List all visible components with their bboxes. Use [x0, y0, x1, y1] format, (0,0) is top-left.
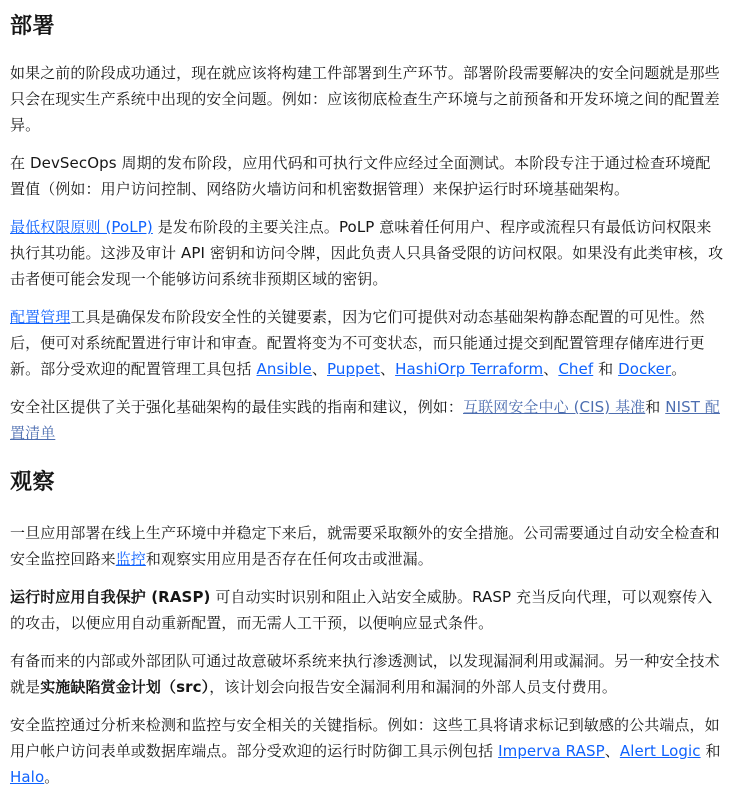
separator: 、 — [604, 742, 620, 760]
sentence-end: 。 — [671, 360, 687, 378]
conjunction: 和 — [700, 742, 721, 760]
docker-link[interactable]: Docker — [618, 360, 672, 378]
nist-checklist-link[interactable]: NIST 配置清单 — [10, 398, 720, 442]
separator: 、 — [380, 360, 396, 378]
imperva-rasp-link[interactable]: Imperva RASP — [498, 742, 605, 760]
config-management-link[interactable]: 配置管理 — [10, 308, 71, 326]
cis-benchmark-link[interactable]: 互联网安全中心 (CIS) 基准 — [463, 398, 646, 416]
conjunction: 和 — [645, 398, 666, 416]
paragraph-rasp — [10, 584, 724, 636]
puppet-link[interactable]: Puppet — [326, 360, 381, 378]
terraform-link[interactable]: HashiOrp Terraform — [395, 360, 544, 378]
paragraph-security-monitoring — [10, 712, 724, 790]
section-heading-observe: 观察 — [10, 470, 56, 495]
config-management-text: 工具是确保发布阶段安全性的关键要素，因为它们可提供对动态基础架构静态配置的可见性。然后，便可对系统配置进行审计和审查。配置将变为不可变状态，而只能通过提交到配置管理存储库进行更新。部分受欢迎的配置管理工具包括 — [10, 308, 705, 378]
observe-intro-text: 一旦应用部署在线上生产环境中并稳定下来后，就需要采取额外的安全措施。公司需要通过自动安全检查和安全监控回路来 — [10, 524, 720, 568]
sentence-end: 。 — [44, 768, 60, 786]
monitoring-text: 安全监控通过分析来检测和监控与安全相关的关键指标。例如：这些工具将请求标记到敏感的公共端点，如用户帐户访问表单或数据库端点。部分受欢迎的运行时防御工具示例包括 — [10, 716, 720, 760]
section-heading-deploy: 部署 — [10, 14, 56, 39]
monitoring-link[interactable]: 监控 — [115, 550, 146, 568]
paragraph-release-stage: 在 DevSecOps 周期的发布阶段，应用代码和可执行文件应经过全面测试。本阶段专注于通过检查环境配置值（例如：用户访问控制、网络防火墙访问和机密数据管理）来保护运行时环境基础架构。 — [10, 154, 711, 198]
separator: 、 — [311, 360, 327, 378]
polp-text: 是发布阶段的主要关注点。PoLP 意味着任何用户、程序或流程只有最低访问权限来执行其功能。这涉及审计 API 密钥和访问令牌，因此负责人只具备受限的访问权限。如果没有此类审核，攻击者便可能会发现一个能够访问系统非预期区域的密钥。 — [10, 218, 724, 288]
paragraph-pentest — [10, 648, 724, 700]
bug-bounty-term: 实施缺陷赏金计划（src） — [40, 678, 210, 696]
alert-logic-link[interactable]: Alert Logic — [619, 742, 701, 760]
chef-link[interactable]: Chef — [558, 360, 594, 378]
pentest-text-end: ，该计划会向报告安全漏洞利用和漏洞的外部人员支付费用。 — [209, 678, 617, 696]
observe-intro-text-end: 和观察实用应用是否存在任何攻击或泄漏。 — [145, 550, 433, 568]
paragraph-observe-intro — [10, 520, 724, 572]
paragraph-security-community — [10, 394, 724, 446]
rasp-text: 可自动实时识别和阻止入站安全威胁。RASP 充当反向代理，可以观察传入的攻击，以便应用自动重新配置，而无需人工干预，以便响应显式条件。 — [10, 588, 713, 632]
paragraph-config-management — [10, 304, 724, 382]
polp-link[interactable]: 最低权限原则 (PoLP) — [10, 218, 153, 236]
separator: 、 — [543, 360, 559, 378]
halo-link[interactable]: Halo — [10, 768, 45, 786]
ansible-link[interactable]: Ansible — [256, 360, 312, 378]
conjunction: 和 — [593, 360, 619, 378]
security-community-text: 安全社区提供了关于强化基础架构的最佳实践的指南和建议，例如： — [10, 398, 464, 416]
pentest-text: 有备而来的内部或外部团队可通过故意破坏系统来执行渗透测试，以发现漏洞利用或漏洞。另一种安全技术就是 — [10, 652, 720, 696]
paragraph-polp — [10, 214, 724, 292]
paragraph-deploy-intro: 如果之前的阶段成功通过，现在就应该将构建工件部署到生产环节。部署阶段需要解决的安全问题就是那些只会在现实生产系统中出现的安全问题。例如：应该彻底检查生产环境与之前预备和开发环境之间的配置差异。 — [10, 64, 720, 134]
rasp-term: 运行时应用自我保护 (RASP) — [10, 588, 211, 606]
